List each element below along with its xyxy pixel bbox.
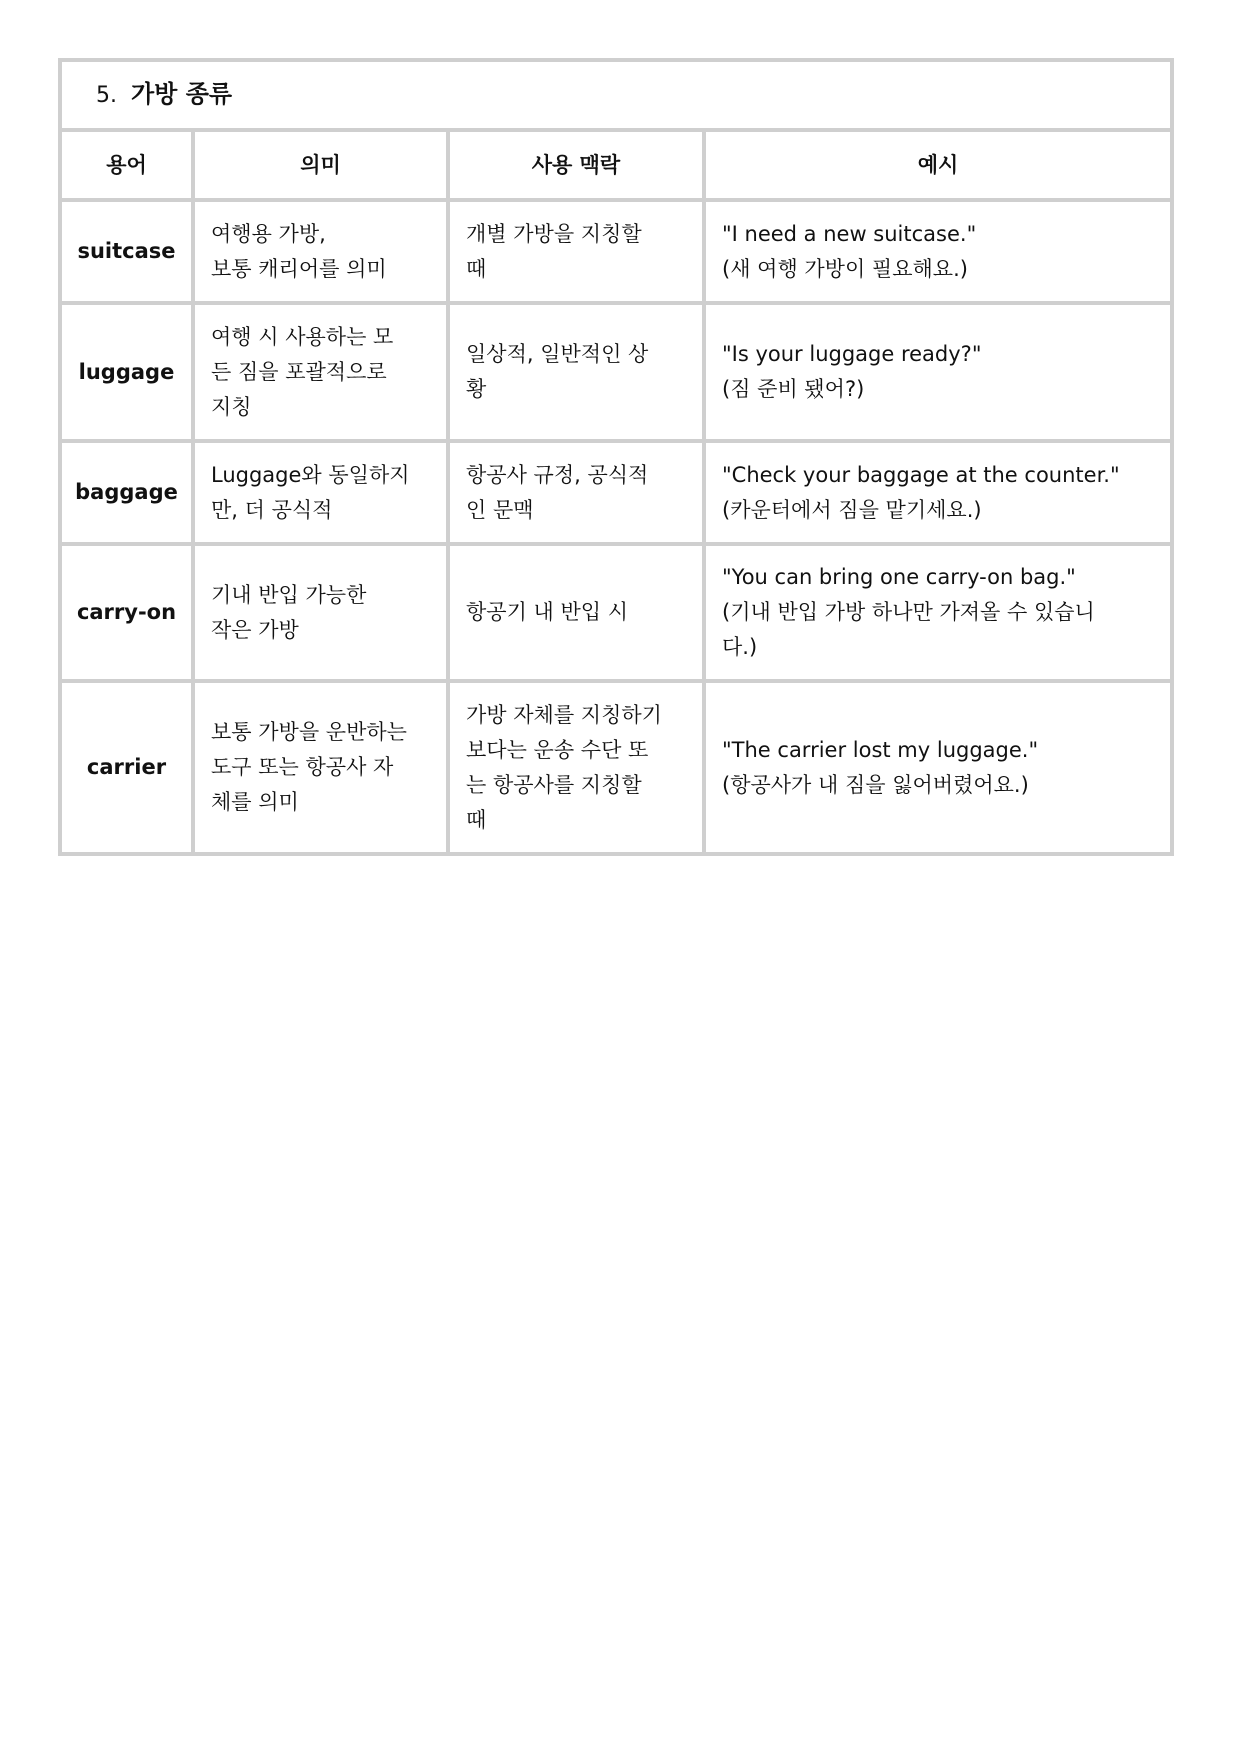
example-cell: "I need a new suitcase." (새 여행 가방이 필요해요.) [703,199,1171,302]
example-cell: "You can bring one carry-on bag." (기내 반입 가방 하나만 가져올 수 있습니 다.) [703,543,1171,680]
meaning-cell: 여행용 가방, 보통 캐리어를 의미 [192,199,447,302]
term-cell: luggage [61,302,192,440]
term-cell: baggage [61,440,192,543]
table-row [61,680,1171,853]
term-cell: carry-on [61,543,192,680]
context-cell: 항공기 내 반입 시 [447,543,703,680]
header-row [61,131,1171,199]
header-term: 용어 [61,131,192,199]
table-row [61,440,1171,543]
table-row [61,543,1171,680]
header-example: 예시 [703,131,1171,199]
example-cell: "The carrier lost my luggage." (항공사가 내 짐을 잃어버렸어요.) [703,680,1171,853]
context-cell: 개별 가방을 지칭할 때 [447,199,703,302]
context-cell: 항공사 규정, 공식적 인 문맥 [447,440,703,543]
example-cell: "Check your baggage at the counter." (카운터에서 짐을 맡기세요.) [703,440,1171,543]
term-cell: carrier [61,680,192,853]
context-cell: 일상적, 일반적인 상 황 [447,302,703,440]
section-title [61,61,1171,131]
header-meaning: 의미 [192,131,447,199]
table-row [61,199,1171,302]
meaning-cell: 여행 시 사용하는 모 든 짐을 포괄적으로 지칭 [192,302,447,440]
luggage-types-table [58,58,1174,856]
meaning-cell: 보통 가방을 운반하는 도구 또는 항공사 자 체를 의미 [192,680,447,853]
header-context: 사용 맥락 [447,131,703,199]
table-row [61,302,1171,440]
title-row [61,61,1171,131]
meaning-cell: 기내 반입 가능한 작은 가방 [192,543,447,680]
section-number: 5. [96,83,117,108]
meaning-cell: Luggage와 동일하지 만, 더 공식적 [192,440,447,543]
section-title-text: 가방 종류 [131,80,233,108]
term-cell: suitcase [61,199,192,302]
context-cell: 가방 자체를 지칭하기 보다는 운송 수단 또 는 항공사를 지칭할 때 [447,680,703,853]
example-cell: "Is your luggage ready?" (짐 준비 됐어?) [703,302,1171,440]
